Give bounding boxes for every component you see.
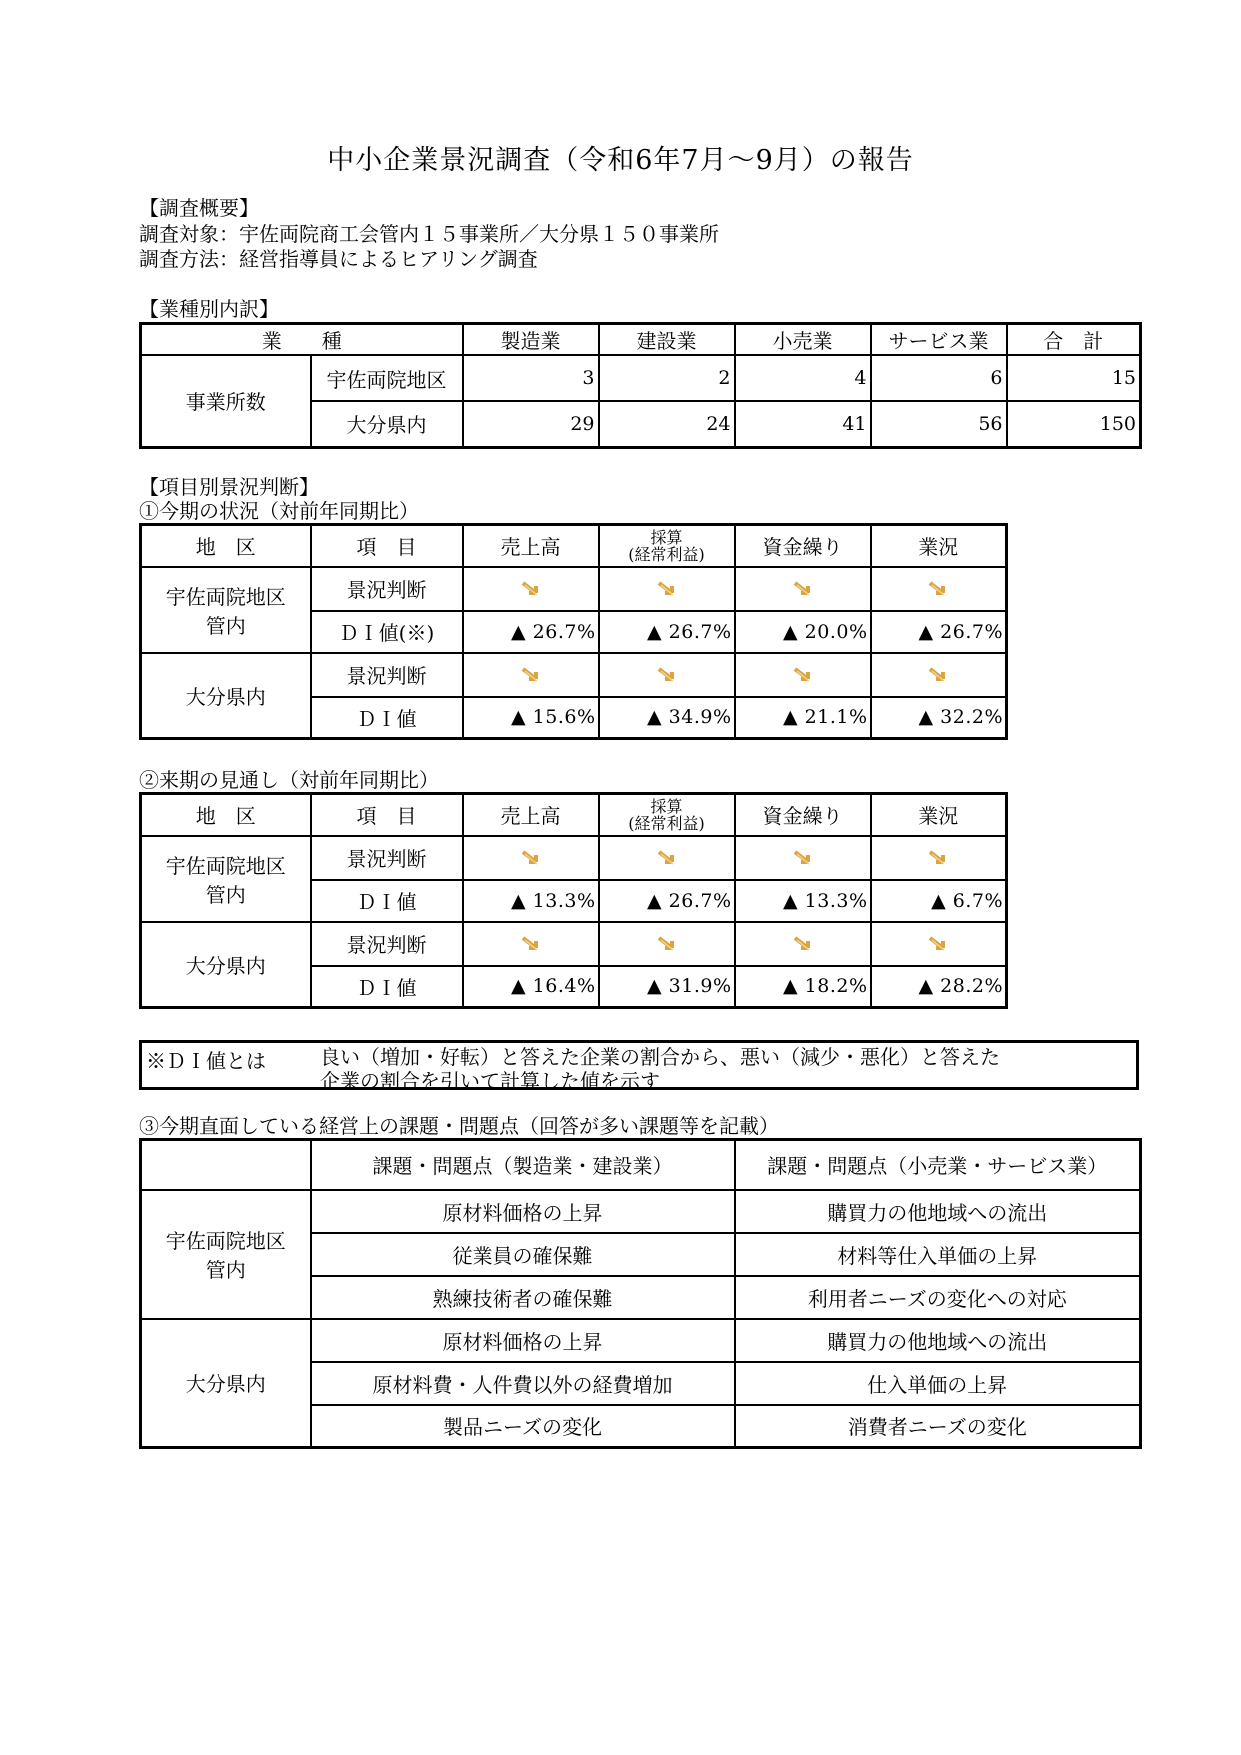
arrow-cell (599, 922, 735, 966)
issue-cell: 購買力の他地域への流出 (735, 1319, 1141, 1362)
breakdown-col-header: サービス業 (871, 324, 1007, 356)
di-label: ＤＩ値 (311, 880, 463, 922)
issues-table (139, 1138, 1142, 1449)
arrow-down-right-icon (656, 666, 678, 686)
judge-label: 景況判断 (311, 836, 463, 880)
arrow-down-right-icon (792, 935, 814, 955)
issue-cell: 購買力の他地域への流出 (735, 1190, 1141, 1233)
arrow-cell (599, 653, 735, 697)
header-item: 項 目 (311, 794, 463, 836)
di-note-label: ※ＤＩ値とは (146, 1049, 266, 1073)
arrow-cell (735, 567, 871, 611)
breakdown-cell: 24 (599, 401, 735, 447)
breakdown-table (139, 322, 1142, 449)
breakdown-cell: 150 (1007, 401, 1141, 447)
di-label: ＤＩ値 (311, 697, 463, 739)
overview-target: 調査対象：宇佐両院商工会管内１５事業所／大分県１５０事業所 (139, 222, 719, 246)
arrow-down-right-icon (927, 935, 949, 955)
breakdown-header-type: 業 種 (141, 324, 463, 356)
header-profit-bottom: (経常利益) (628, 544, 705, 564)
issues-header-col1: 課題・問題点（製造業・建設業） (311, 1140, 735, 1190)
arrow-cell (463, 922, 599, 966)
next-heading: ②来期の見通し（対前年同期比） (139, 768, 439, 792)
current-judgement-table (139, 523, 1008, 740)
header-business: 業況 (871, 794, 1007, 836)
arrow-cell (463, 836, 599, 880)
breakdown-row-group: 事業所数 (141, 355, 311, 447)
area-name: 宇佐両院地区 管内 (141, 567, 311, 653)
header-area: 地 区 (141, 525, 311, 567)
di-value: ▲ 28.2% (871, 966, 1007, 1008)
di-value: ▲ 32.2% (871, 697, 1007, 739)
arrow-down-right-icon (927, 580, 949, 600)
arrow-cell (871, 567, 1007, 611)
di-note-body (320, 1045, 1000, 1093)
header-funds: 資金繰り (735, 794, 871, 836)
breakdown-heading: 【業種別内訳】 (139, 297, 279, 321)
issue-cell: 仕入単価の上昇 (735, 1362, 1141, 1405)
header-sales: 売上高 (463, 525, 599, 567)
arrow-cell (463, 567, 599, 611)
header-business: 業況 (871, 525, 1007, 567)
di-value: ▲ 6.7% (871, 880, 1007, 922)
di-value: ▲ 21.1% (735, 697, 871, 739)
arrow-down-right-icon (792, 666, 814, 686)
breakdown-col-header: 製造業 (463, 324, 599, 356)
arrow-cell (599, 836, 735, 880)
di-value: ▲ 34.9% (599, 697, 735, 739)
current-heading: ①今期の状況（対前年同期比） (139, 499, 419, 523)
issue-cell: 製品ニーズの変化 (311, 1405, 735, 1448)
di-value: ▲ 18.2% (735, 966, 871, 1008)
arrow-down-right-icon (792, 849, 814, 869)
arrow-cell (735, 836, 871, 880)
breakdown-cell: 3 (463, 355, 599, 401)
arrow-down-right-icon (656, 849, 678, 869)
issue-cell: 従業員の確保難 (311, 1233, 735, 1276)
breakdown-col-header: 合 計 (1007, 324, 1141, 356)
arrow-down-right-icon (927, 666, 949, 686)
header-funds: 資金繰り (735, 525, 871, 567)
header-profit (599, 525, 735, 567)
issues-header-col2: 課題・問題点（小売業・サービス業） (735, 1140, 1141, 1190)
breakdown-cell: 56 (871, 401, 1007, 447)
di-value: ▲ 13.3% (463, 880, 599, 922)
breakdown-cell: 15 (1007, 355, 1141, 401)
di-note-box (139, 1040, 1139, 1093)
di-value: ▲ 26.7% (599, 611, 735, 653)
issue-cell: 原材料価格の上昇 (311, 1190, 735, 1233)
issues-heading: ③今期直面している経営上の課題・問題点（回答が多い課題等を記載） (139, 1114, 779, 1138)
issues-area-name: 大分県内 (141, 1319, 311, 1448)
breakdown-row-label: 大分県内 (311, 401, 463, 447)
arrow-cell (735, 653, 871, 697)
issue-cell: 利用者ニーズの変化への対応 (735, 1276, 1141, 1319)
di-value: ▲ 31.9% (599, 966, 735, 1008)
arrow-cell (871, 836, 1007, 880)
area-name: 大分県内 (141, 653, 311, 739)
judge-label: 景況判断 (311, 653, 463, 697)
header-sales: 売上高 (463, 794, 599, 836)
area-name: 大分県内 (141, 922, 311, 1008)
header-profit-top: 採算 (650, 796, 683, 816)
issue-cell: 消費者ニーズの変化 (735, 1405, 1141, 1448)
header-item: 項 目 (311, 525, 463, 567)
issues-header-blank (141, 1140, 311, 1190)
di-label: ＤＩ値 (311, 966, 463, 1008)
breakdown-cell: 29 (463, 401, 599, 447)
issue-cell: 原材料価格の上昇 (311, 1319, 735, 1362)
di-note-line: 企業の割合を引いて計算した値を示す (320, 1069, 660, 1093)
di-value: ▲ 20.0% (735, 611, 871, 653)
di-value: ▲ 26.7% (871, 611, 1007, 653)
judge-label: 景況判断 (311, 567, 463, 611)
di-value: ▲ 16.4% (463, 966, 599, 1008)
header-profit-bottom: (経常利益) (628, 813, 705, 833)
judge-label: 景況判断 (311, 922, 463, 966)
area-name: 宇佐両院地区 管内 (141, 836, 311, 922)
arrow-cell (871, 922, 1007, 966)
breakdown-cell: 4 (735, 355, 871, 401)
header-profit (599, 794, 735, 836)
arrow-down-right-icon (520, 666, 542, 686)
di-value: ▲ 26.7% (463, 611, 599, 653)
di-value: ▲ 15.6% (463, 697, 599, 739)
header-area: 地 区 (141, 794, 311, 836)
arrow-down-right-icon (656, 580, 678, 600)
breakdown-cell: 41 (735, 401, 871, 447)
issue-cell: 熟練技術者の確保難 (311, 1276, 735, 1319)
overview-method: 調査方法：経営指導員によるヒアリング調査 (139, 247, 538, 271)
arrow-cell (735, 922, 871, 966)
arrow-down-right-icon (520, 849, 542, 869)
issues-area-name: 宇佐両院地区 管内 (141, 1190, 311, 1319)
di-value: ▲ 26.7% (599, 880, 735, 922)
breakdown-row-label: 宇佐両院地区 (311, 355, 463, 401)
arrow-cell (599, 567, 735, 611)
di-note-line: 良い（増加・好転）と答えた企業の割合から、悪い（減少・悪化）と答えた (320, 1045, 1000, 1069)
next-judgement-table (139, 792, 1008, 1009)
judgement-heading: 【項目別景況判断】 (139, 475, 319, 499)
breakdown-cell: 2 (599, 355, 735, 401)
arrow-down-right-icon (927, 849, 949, 869)
arrow-down-right-icon (792, 580, 814, 600)
page-title: 中小企業景況調査（令和6年7月～9月）の報告 (327, 145, 914, 176)
arrow-down-right-icon (520, 935, 542, 955)
arrow-cell (871, 653, 1007, 697)
breakdown-cell: 6 (871, 355, 1007, 401)
header-profit-top: 採算 (650, 527, 683, 547)
issue-cell: 材料等仕入単価の上昇 (735, 1233, 1141, 1276)
arrow-cell (463, 653, 599, 697)
issue-cell: 原材料費・人件費以外の経費増加 (311, 1362, 735, 1405)
breakdown-col-header: 建設業 (599, 324, 735, 356)
arrow-down-right-icon (520, 580, 542, 600)
arrow-down-right-icon (656, 935, 678, 955)
di-value: ▲ 13.3% (735, 880, 871, 922)
breakdown-col-header: 小売業 (735, 324, 871, 356)
overview-heading: 【調査概要】 (139, 196, 259, 220)
di-label: ＤＩ値(※) (311, 611, 463, 653)
